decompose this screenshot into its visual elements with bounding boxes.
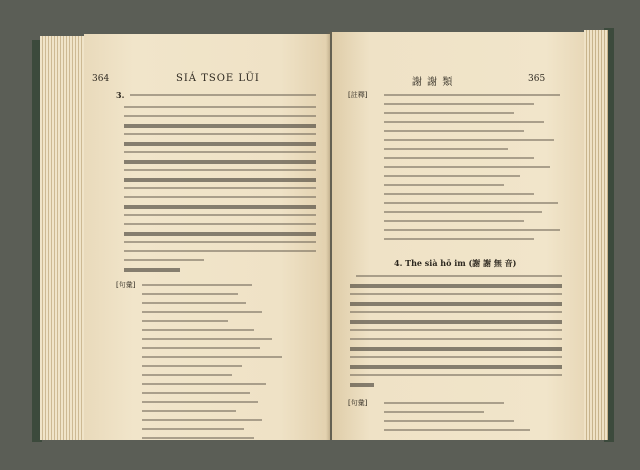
left-section-number: 3. [116, 90, 125, 100]
left-page-number: 364 [92, 74, 110, 84]
right-page-number: 365 [528, 74, 546, 84]
right-running-head: 謝 謝 類 [412, 77, 454, 88]
right-page [332, 32, 584, 440]
right-notes-label: [註釋] [348, 91, 368, 99]
right-notes-label-2: [句彙] [348, 399, 368, 407]
page-edges-left [40, 36, 84, 440]
left-running-head: SIÁ TSOE LÜI [176, 73, 260, 84]
right-section-heading: 4. The sià hō im (謝 謝 無 音) [394, 258, 517, 268]
page-edges-right [584, 30, 608, 440]
left-notes-label: [句彙] [116, 281, 136, 289]
left-page [84, 34, 330, 440]
